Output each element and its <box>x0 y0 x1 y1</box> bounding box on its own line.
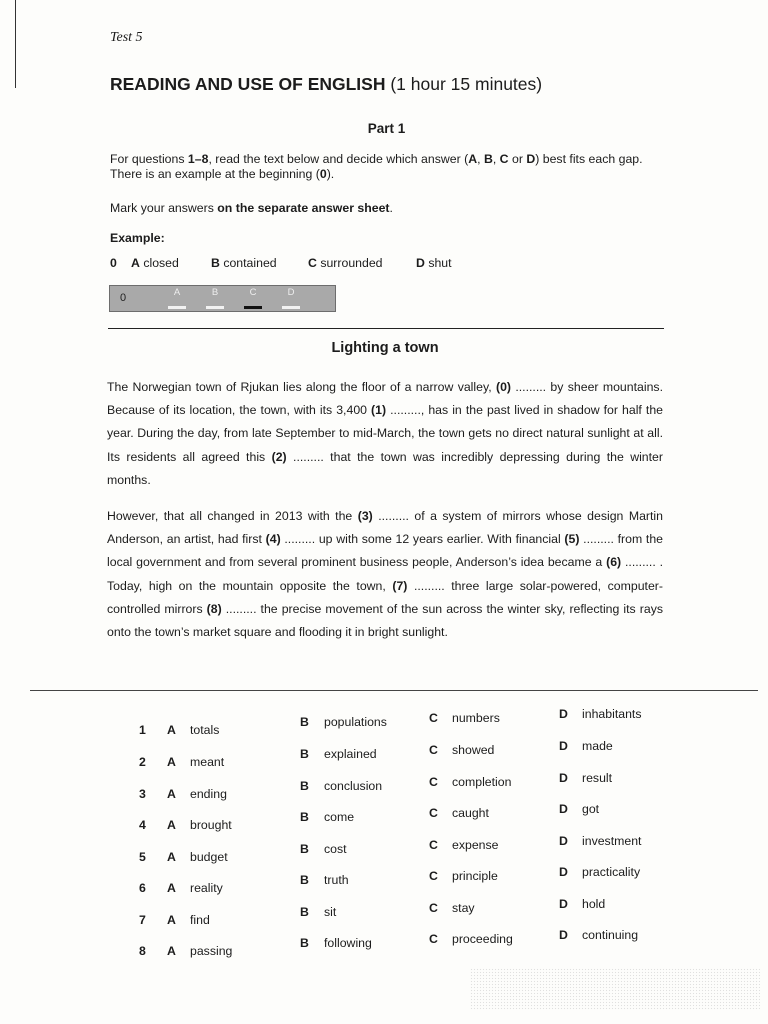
option-word[interactable]: following <box>324 936 372 950</box>
answer-bubble-a[interactable] <box>168 306 186 309</box>
option-word[interactable]: stay <box>452 901 475 915</box>
passage-text: ......... up with some 12 years earlier. With financial <box>280 532 565 547</box>
gap-marker: (8) <box>206 601 222 616</box>
option-letter-b: B <box>300 747 309 761</box>
option-word: shut <box>428 256 452 270</box>
option-word[interactable]: proceeding <box>452 932 513 946</box>
option-word[interactable]: ending <box>190 787 227 801</box>
option-letter-c: C <box>429 932 438 946</box>
option-letter-d: D <box>559 771 568 785</box>
question-number: 3 <box>139 787 146 801</box>
passage-paragraph-1 <box>107 376 663 492</box>
option-letter: A <box>131 256 140 270</box>
option-letter-a: A <box>167 723 176 737</box>
answer-box-number: 0 <box>120 292 127 304</box>
option-letter-b: B <box>300 905 309 919</box>
question-number: 8 <box>139 944 146 958</box>
gap-marker: (5) <box>564 532 580 547</box>
passage-text: ......... three large solar-powered, computer-controlled mirrors <box>107 578 663 616</box>
instr-range: 1–8 <box>187 152 209 166</box>
option-letter-a: A <box>167 881 176 895</box>
option-letter-a: A <box>167 787 176 801</box>
option-letter-a: A <box>167 755 176 769</box>
gap-marker: (6) <box>606 555 622 570</box>
option-letter-d: D <box>559 739 568 753</box>
option-word[interactable]: investment <box>582 834 642 848</box>
option-word[interactable]: principle <box>452 869 498 883</box>
option-letter-d: D <box>559 865 568 879</box>
option-word[interactable]: find <box>190 913 210 927</box>
option-word[interactable]: populations <box>324 715 387 729</box>
option-word: closed <box>143 256 179 270</box>
option-letter: D <box>416 256 425 270</box>
option-word[interactable]: come <box>324 810 355 824</box>
example-option-c <box>308 256 383 270</box>
option-word[interactable]: cost <box>324 842 347 856</box>
option-word[interactable]: result <box>582 771 613 785</box>
example-option-b <box>211 256 277 270</box>
option-word[interactable]: practicality <box>582 865 641 879</box>
option-word[interactable]: continuing <box>582 928 639 942</box>
instr-letter: A <box>468 152 478 166</box>
option-word[interactable]: hold <box>582 897 606 911</box>
option-letter-b: B <box>300 779 309 793</box>
option-letter-b: B <box>300 873 309 887</box>
option-letter-d: D <box>559 928 568 942</box>
option-word[interactable]: caught <box>452 806 489 820</box>
section-title: READING AND USE OF ENGLISH <box>110 74 386 94</box>
example-number: 0 <box>110 256 117 270</box>
option-word: contained <box>223 256 277 270</box>
passage-text: ......... . Today, high on the mountain opposite the town, <box>107 555 663 593</box>
passage-text: However, that all changed in 2013 with the <box>107 509 358 523</box>
option-word[interactable]: budget <box>190 850 228 864</box>
passage-text: ......... that the town was incredibly depressing during the winter months. <box>107 449 663 487</box>
mark-text: Mark your answers <box>110 201 218 215</box>
option-word: surrounded <box>320 256 383 270</box>
section-duration: (1 hour 15 minutes) <box>390 74 543 94</box>
section-heading <box>110 74 542 95</box>
example-option-d <box>416 256 452 270</box>
option-letter-b: B <box>300 842 309 856</box>
question-number: 5 <box>139 850 146 864</box>
instructions <box>110 152 670 182</box>
answer-box-letter: B <box>211 287 219 298</box>
passage-paragraph-2 <box>107 505 663 644</box>
instr-letter: C <box>499 152 509 166</box>
passage-text: ......... the precise movement of the sun across the winter sky, reflecting its rays onto the town’s market square and flooding it in bright sunlight. <box>107 601 663 640</box>
option-word[interactable]: got <box>582 802 600 816</box>
gap-marker: (4) <box>265 532 281 547</box>
passage-text: ......... of a system of mirrors whose design Martin Anderson, an artist, had first <box>107 509 663 547</box>
question-number: 4 <box>139 818 146 832</box>
option-word[interactable]: inhabitants <box>582 707 642 721</box>
option-word[interactable]: truth <box>324 873 349 887</box>
option-letter: C <box>308 256 317 270</box>
passage-text: ......... from the local government and from several prominent business people, Anderson’s idea became a <box>107 532 663 570</box>
instr-zero: 0 <box>319 167 327 181</box>
passage-text: ......... by sheer mountains. Because of its location, the town, with its 3,400 <box>107 380 663 418</box>
option-letter-d: D <box>559 802 568 816</box>
answer-bubble-c[interactable] <box>244 306 262 309</box>
answer-box-letter: D <box>287 287 295 298</box>
option-letter-a: A <box>167 913 176 927</box>
option-word[interactable]: made <box>582 739 613 753</box>
instr-text: or <box>508 152 527 166</box>
instr-text: For questions <box>110 152 188 166</box>
option-letter-c: C <box>429 711 438 725</box>
option-letter-c: C <box>429 869 438 883</box>
option-word[interactable]: passing <box>190 944 233 958</box>
instr-letter: B <box>483 152 493 166</box>
option-word[interactable]: conclusion <box>324 779 383 793</box>
mark-text: . <box>389 201 393 215</box>
question-number: 2 <box>139 755 146 769</box>
option-letter-d: D <box>559 707 568 721</box>
option-letter-a: A <box>167 850 176 864</box>
option-word[interactable]: explained <box>324 747 377 761</box>
binding-margin-line <box>15 0 16 88</box>
question-number: 1 <box>139 723 146 737</box>
answer-bubble-b[interactable] <box>206 306 224 309</box>
option-word[interactable]: meant <box>190 755 225 769</box>
option-word[interactable]: brought <box>190 818 232 832</box>
option-letter-c: C <box>429 775 438 789</box>
option-word[interactable]: completion <box>452 775 512 789</box>
option-letter-a: A <box>167 818 176 832</box>
option-word[interactable]: reality <box>190 881 223 895</box>
divider <box>30 690 758 691</box>
option-letter: B <box>211 256 220 270</box>
example-answer-box <box>109 285 336 312</box>
instr-text: , read the text below and decide which answer ( <box>208 152 469 166</box>
option-letter-b: B <box>300 936 309 950</box>
instr-letter: D <box>526 152 536 166</box>
option-word[interactable]: sit <box>324 905 337 919</box>
option-word[interactable]: expense <box>452 838 499 852</box>
passage-title: Lighting a town <box>331 340 439 356</box>
example-label: Example: <box>110 231 165 245</box>
option-letter-c: C <box>429 901 438 915</box>
gap-marker: (7) <box>392 578 408 593</box>
gap-marker: (0) <box>495 380 512 394</box>
option-letter-c: C <box>429 838 438 852</box>
gap-marker: (1) <box>371 403 387 418</box>
part-title: Part 1 <box>367 121 406 136</box>
instr-text: ) best fits each gap. There is an example at the beginning ( <box>110 152 643 181</box>
option-letter-d: D <box>559 897 568 911</box>
answer-bubble-d[interactable] <box>282 306 300 309</box>
passage-text: The Norwegian town of Rjukan lies along the floor of a narrow valley, <box>107 380 496 394</box>
question-number: 7 <box>139 913 146 927</box>
example-option-a <box>131 256 179 270</box>
question-number: 6 <box>139 881 146 895</box>
passage-text: ........., has in the past lived in shadow for half the year. During the day, from late September to mid-March, the town gets no direct natural sunlight at all. Its residents all agreed this <box>107 403 663 464</box>
mark-emphasis: on the separate answer sheet <box>217 201 390 215</box>
option-letter-c: C <box>429 806 438 820</box>
answer-box-letter: C <box>249 287 257 298</box>
instr-text: , <box>492 152 500 166</box>
option-word[interactable]: showed <box>452 743 495 757</box>
divider <box>108 328 664 329</box>
option-letter-d: D <box>559 834 568 848</box>
gap-marker: (2) <box>271 449 287 464</box>
mark-instruction <box>110 201 393 215</box>
option-letter-a: A <box>167 944 176 958</box>
option-letter-c: C <box>429 743 438 757</box>
option-letter-b: B <box>300 810 309 824</box>
answer-box-letter: A <box>173 287 181 298</box>
scan-noise <box>470 968 760 1010</box>
option-letter-b: B <box>300 715 309 729</box>
instr-text: ). <box>326 167 335 181</box>
test-label: Test 5 <box>110 30 143 45</box>
gap-marker: (3) <box>357 509 373 523</box>
option-word[interactable]: totals <box>190 723 220 737</box>
instr-text: , <box>477 152 484 166</box>
option-word[interactable]: numbers <box>452 711 500 725</box>
